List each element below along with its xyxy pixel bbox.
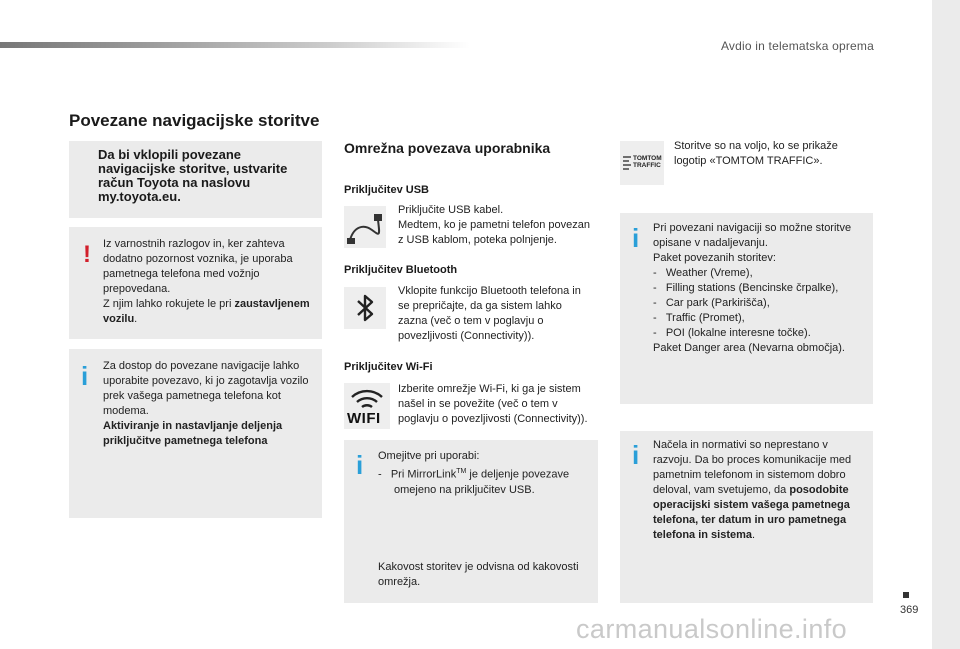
chapter-header: Avdio in telematska oprema xyxy=(720,39,874,53)
section-title: Omrežna povezava uporabnika xyxy=(344,140,551,156)
warning-line: Iz varnostnih razlogov in, ker zahteva dodatno pozornost voznika, je uporaba pametnega telefona med vožnjo prepovedana. xyxy=(103,238,293,295)
wifi-icon xyxy=(344,383,390,429)
service-item: - Traffic (Promet), xyxy=(653,312,745,324)
rules-text: Načela in normativi so neprestano v razvoju. Da bo proces komunikacije med pametnim telefonom in sistemom dobro deloval, vam svetujemo, da posodobite operacijski sistem vašega pametnega telefona, ter datum in uro pametnega telefona in sistema. xyxy=(653,439,852,541)
service-item: - Filling stations (Bencinske črpalke), xyxy=(653,282,839,294)
tomtom-text: Storitve so na voljo, ko se prikaže logotip «TOMTOM TRAFFIC». xyxy=(674,140,838,167)
info-icon: i xyxy=(81,361,89,391)
warning-text xyxy=(103,237,315,327)
bluetooth-icon xyxy=(344,287,386,329)
lead-text: Da bi vklopili povezane navigacijske storitve, ustvarite račun Toyota na naslovu my.toyota.eu. xyxy=(98,147,288,204)
info-box-rules xyxy=(620,431,873,603)
limits-title: Omejitve pri uporabi: xyxy=(378,450,480,462)
header-decorative-bar xyxy=(0,42,470,48)
watermark: carmanualsonline.info xyxy=(576,614,848,644)
info-box-services xyxy=(620,213,873,404)
info-box-modem xyxy=(69,349,322,518)
usb-cable-graphic xyxy=(344,206,386,248)
warning-line: Z njim lahko rokujete le pri zaustavljenem vozilu. xyxy=(103,298,310,325)
rules-bold: posodobite operacijski sistem vašega pametnega telefona, ter datum in uro pametnega telefona in sistema xyxy=(653,484,850,541)
quality-text: Kakovost storitev je odvisna od kakovosti omrežja. xyxy=(378,561,579,588)
wifi-title: Priključitev Wi-Fi xyxy=(344,361,433,373)
wifi-logo-text: WIFI xyxy=(347,410,381,427)
info-text: Za dostop do povezane navigacije lahko uporabite povezavo, ki jo zagotavlja vozilo prek vašega pametnega telefona kot modema. Aktiviranje in nastavljanje deljenja priključitve pametnega telefona xyxy=(103,359,317,449)
info-box-limits xyxy=(344,440,598,603)
info-icon: i xyxy=(632,223,640,253)
tomtom-logo-text: TOMTOM TRAFFIC xyxy=(633,155,662,169)
usb-cable-icon xyxy=(344,206,386,248)
bluetooth-text: Vklopite funkcijo Bluetooth telefona in se prepričajte, da ga sistem lahko zazna (več o tem v poglavju o povezljivosti (Connectivity)). xyxy=(398,285,581,342)
service-item: - Weather (Vreme), xyxy=(653,267,753,279)
limits-item: - Pri MirrorLink™ je deljenje povezave omejeno na priključitev USB. xyxy=(378,468,570,496)
warning-icon: ! xyxy=(83,241,91,268)
usb-title: Priključitev USB xyxy=(344,184,429,196)
services-text: Pri povezani navigaciji so možne storitve opisane v nadaljevanju. Paket povezanih storitev: - Weather (Vreme), - Filling stations (Bencinske črpalke), - Car park (Parkirišča), - Traffic (Promet), - POI (lokalne interesne točke). Paket Danger area (Nevarna območja). xyxy=(653,221,871,356)
warning-box xyxy=(69,227,322,339)
tomtom-traffic-logo xyxy=(620,141,664,185)
usb-text: Priključite USB kabel. Medtem, ko je pametni telefon povezan z USB kablom, poteka polnjenje. xyxy=(398,204,591,246)
page-marker xyxy=(903,592,909,598)
page-number: 369 xyxy=(900,604,919,616)
info-icon: i xyxy=(632,440,640,470)
bluetooth-graphic xyxy=(344,287,386,329)
wifi-text: Izberite omrežje Wi-Fi, ki ga je sistem našel in se povežite (več o tem v poglavju o povezljivosti (Connectivity)). xyxy=(398,383,588,425)
service-item: - Car park (Parkirišča), xyxy=(653,297,770,309)
warning-bold: zaustavljenem vozilu xyxy=(103,298,310,325)
bluetooth-title: Priključitev Bluetooth xyxy=(344,264,458,276)
service-item: - POI (lokalne interesne točke). xyxy=(653,327,811,339)
info-icon: i xyxy=(356,450,364,480)
page-title: Povezane navigacijske storitve xyxy=(69,111,320,130)
info-bold-text: Aktiviranje in nastavljanje deljenja priključitve pametnega telefona xyxy=(103,420,283,447)
limits-text xyxy=(378,449,594,498)
page-edge-strip xyxy=(932,0,960,649)
